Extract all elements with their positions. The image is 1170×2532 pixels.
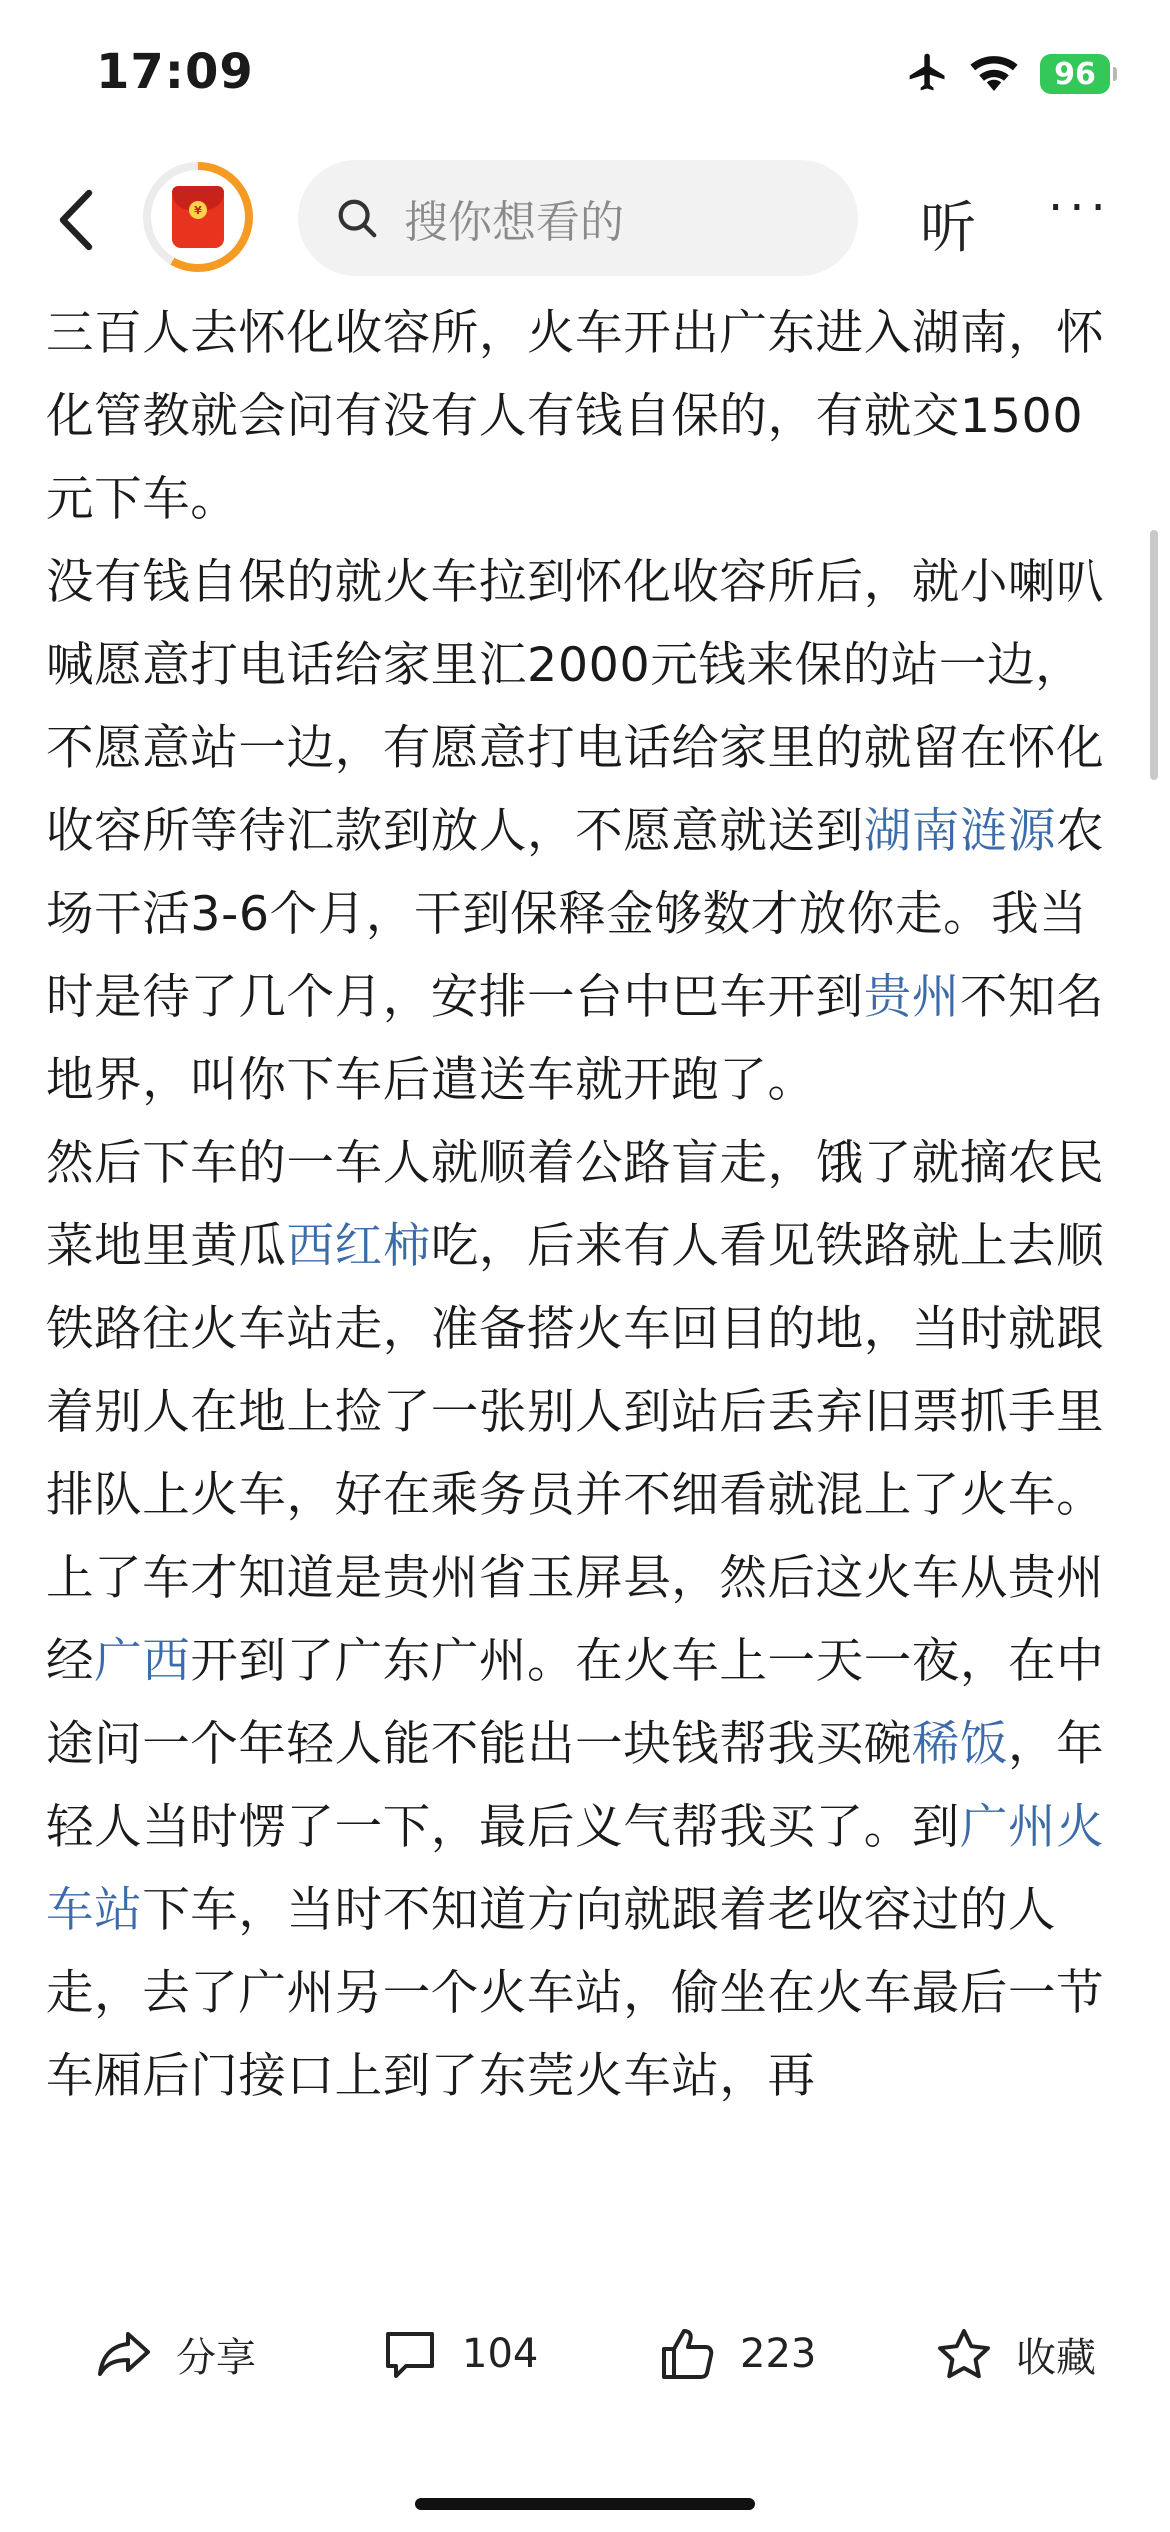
paragraph: 上了车才知道是贵州省玉屏县，然后这火车从贵州经广西开到了广东广州。在火车上一天一夜，在中途问一个年轻人能不能出一块钱帮我买碗稀饭，年轻人当时愣了一下，最后义气帮我买了。到广州火车站下车，当时不知道方向就跟着老收容过的人走，去了广州另一个火车站，偷坐在火车最后一节车厢后门接口上到了东莞火车站，再 (46, 1551, 1105, 2104)
favorite-label: 收藏 (1016, 2334, 1096, 2381)
comment-button[interactable] (382, 2284, 538, 2424)
battery-indicator (1040, 54, 1110, 94)
wifi-icon (966, 52, 1022, 92)
star-icon (936, 2327, 992, 2381)
like-button[interactable] (660, 2284, 816, 2424)
keyword-link[interactable]: 广州火车站 (46, 1800, 1105, 1938)
favorite-button[interactable] (936, 2284, 1096, 2424)
paragraph: 没有钱自保的就火车拉到怀化收容所后，就小喇叭喊愿意打电话给家里汇2000元钱来保的站一边，不愿意站一边，有愿意打电话给家里的就留在怀化收容所等待汇款到放人，不愿意就送到湖南涟源农场干活3-6个月，干到保释金够数才放你走。我当时是待了几个月，安排一台中巴车开到贵州不知名地界，叫你下车后遣送车就开跑了。 (46, 555, 1105, 1108)
scroll-indicator[interactable] (1150, 530, 1158, 780)
keyword-link[interactable]: 湖南涟源 (863, 804, 1057, 859)
paragraph: 三百人去怀化收容所，火车开出广东进入湖南，怀化管教就会问有没有人有钱自保的，有就交1500元下车。 (46, 306, 1105, 527)
redpacket-icon: ¥ (172, 186, 224, 248)
comment-count: 104 (462, 2331, 539, 2377)
status-time: 17:09 (96, 44, 254, 100)
action-bar (0, 2284, 1170, 2424)
redpacket-task-button[interactable] (143, 162, 253, 272)
like-icon (660, 2327, 716, 2381)
comment-icon (382, 2328, 438, 2380)
airplane-mode-icon (905, 50, 951, 94)
search-placeholder: 搜你想看的 (404, 197, 624, 248)
share-icon (96, 2328, 152, 2380)
status-bar (0, 0, 1170, 150)
keyword-link[interactable]: 贵州 (863, 970, 960, 1025)
more-options-button[interactable]: ··· (1048, 180, 1112, 236)
listen-button[interactable]: 听 (920, 196, 976, 261)
search-icon (334, 195, 380, 241)
home-indicator[interactable] (415, 2498, 755, 2510)
like-count: 223 (740, 2331, 817, 2377)
keyword-link[interactable]: 广西 (94, 1634, 191, 1689)
nav-bar (0, 150, 1170, 290)
keyword-link[interactable]: 西红柿 (286, 1219, 431, 1274)
back-icon (55, 187, 95, 253)
article-body (46, 292, 1126, 2284)
share-label: 分享 (176, 2334, 256, 2381)
back-button[interactable] (40, 180, 110, 260)
share-button[interactable] (96, 2284, 256, 2424)
search-input[interactable] (298, 160, 858, 276)
battery-level: 96 (1054, 56, 1096, 92)
keyword-link[interactable]: 稀饭 (911, 1717, 1009, 1772)
paragraph: 然后下车的一车人就顺着公路盲走，饿了就摘农民菜地里黄瓜西红柿吃，后来有人看见铁路就上去顺铁路往火车站走，准备搭火车回目的地，当时就跟着别人在地上捡了一张别人到站后丢弃旧票抓手里排队上火车，好在乘务员并不细看就混上了火车。 (46, 1136, 1105, 1523)
